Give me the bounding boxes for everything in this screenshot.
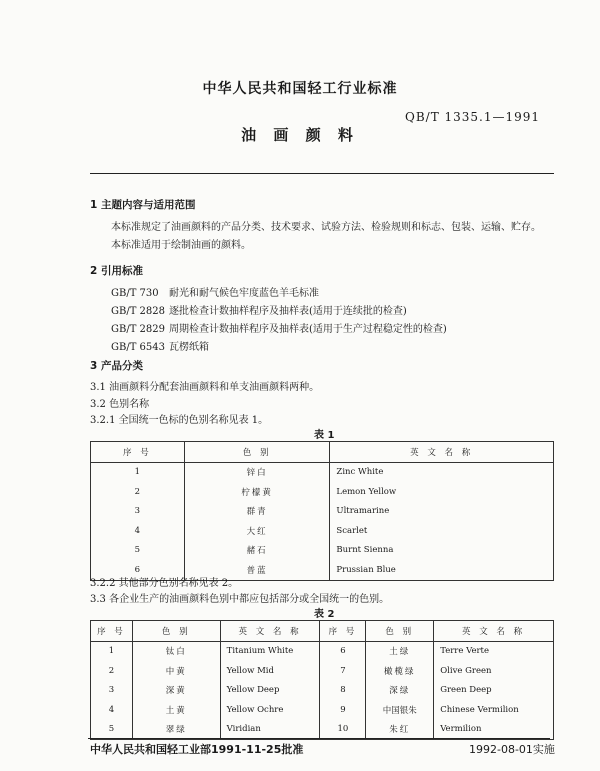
column-header: 色 别: [366, 621, 434, 642]
table-cell: Yellow Mid: [220, 661, 320, 681]
reference-title: 耐光和耐气候色牢度蓝色羊毛标准: [169, 288, 319, 299]
table-cell: Prussian Blue: [330, 560, 554, 580]
table-cell: 赭石: [184, 541, 330, 561]
table-2: [90, 620, 554, 740]
table-cell: Terre Verte: [434, 641, 554, 661]
table-row: [91, 681, 554, 701]
header-divider: [90, 173, 554, 174]
table-cell: Green Deep: [434, 681, 554, 701]
reference-code: GB/T 6543: [111, 342, 166, 353]
table-1: [90, 441, 554, 581]
table-cell: 4: [91, 700, 133, 720]
table-cell: 3: [91, 681, 133, 701]
table-header-row: [91, 442, 554, 463]
section-1-heading: 1 主题内容与适用范围: [90, 199, 196, 211]
table-cell: 深绿: [366, 681, 434, 701]
table-header-row: [91, 621, 554, 642]
table-row: [91, 700, 554, 720]
reference-code: GB/T 2828: [111, 306, 166, 317]
table-cell: 9: [320, 700, 366, 720]
table-cell: 2: [91, 482, 185, 502]
table-row: [91, 661, 554, 681]
section-1-text-2: 本标准适用于绘制油画的颜料。: [111, 240, 251, 251]
column-header: 英 文 名 称: [330, 442, 554, 463]
approval-note: 中华人民共和国轻工业部1991-11-25批准: [90, 743, 304, 756]
table-cell: Yellow Ochre: [220, 700, 320, 720]
table-cell: 土绿: [366, 641, 434, 661]
section-3-heading: 3 产品分类: [90, 360, 143, 372]
column-header: 英 文 名 称: [220, 621, 320, 642]
column-header: 色 别: [132, 621, 220, 642]
column-header: 序 号: [91, 442, 185, 463]
table-cell: Burnt Sienna: [330, 541, 554, 561]
table-cell: 钛白: [132, 641, 220, 661]
table-cell: Olive Green: [434, 661, 554, 681]
table-cell: 4: [91, 521, 185, 541]
table-cell: Yellow Deep: [220, 681, 320, 701]
table-row: [91, 462, 554, 482]
table-cell: 5: [91, 720, 133, 740]
table-cell: 柠檬黄: [184, 482, 330, 502]
table-cell: 5: [91, 541, 185, 561]
section-2-heading: 2 引用标准: [90, 265, 143, 277]
table-cell: 深黄: [132, 681, 220, 701]
reference-item: [111, 320, 447, 335]
reference-item: [111, 338, 209, 353]
table-cell: 群青: [184, 502, 330, 522]
table-row: [91, 502, 554, 522]
table-cell: Vermilion: [434, 720, 554, 740]
standard-code: QB/T 1335.1—1991: [405, 110, 541, 124]
table-cell: Titanium White: [220, 641, 320, 661]
table-cell: 7: [320, 661, 366, 681]
column-header: 序 号: [91, 621, 133, 642]
table-cell: 土黄: [132, 700, 220, 720]
table-cell: 中国银朱: [366, 700, 434, 720]
table-cell: 2: [91, 661, 133, 681]
table-row: [91, 720, 554, 740]
effective-date: 1992-08-01实施: [469, 743, 555, 756]
table-1-caption: 表 1: [314, 430, 335, 441]
table-cell: 6: [91, 560, 185, 580]
table-2-caption: 表 2: [314, 609, 335, 620]
table-cell: 朱红: [366, 720, 434, 740]
table-row: [91, 482, 554, 502]
table-cell: Scarlet: [330, 521, 554, 541]
table-cell: 普蓝: [184, 560, 330, 580]
clause-3-2-2: 3.2.2 其他部分色别名称见表 2。: [90, 578, 239, 589]
clause-3-2: 3.2 色别名称: [90, 399, 150, 410]
clause-3-1: 3.1 油画颜料分配套油画颜料和单支油画颜料两种。: [90, 382, 320, 393]
issuing-body-title: 中华人民共和国轻工行业标准: [202, 81, 398, 97]
table-row: [91, 641, 554, 661]
table-cell: 橄榄绿: [366, 661, 434, 681]
table-cell: 1: [91, 641, 133, 661]
table-cell: 翠绿: [132, 720, 220, 740]
clause-3-2-1: 3.2.1 全国统一色标的色别名称见表 1。: [90, 415, 269, 426]
table-cell: Zinc White: [330, 462, 554, 482]
reference-title: 周期检查计数抽样程序及抽样表(适用于生产过程稳定性的检查): [169, 324, 447, 335]
table-cell: 8: [320, 681, 366, 701]
table-cell: 中黄: [132, 661, 220, 681]
reference-title: 瓦楞纸箱: [169, 342, 209, 353]
footer-divider: [88, 738, 550, 739]
table-cell: Viridian: [220, 720, 320, 740]
reference-code: GB/T 2829: [111, 324, 166, 335]
table-cell: 3: [91, 502, 185, 522]
reference-item: [111, 284, 319, 299]
column-header: 色 别: [184, 442, 330, 463]
table-cell: Chinese Vermilion: [434, 700, 554, 720]
document-title: 油 画 颜 料: [241, 126, 359, 144]
column-header: 序 号: [320, 621, 366, 642]
reference-code: GB/T 730: [111, 288, 159, 299]
reference-item: [111, 302, 407, 317]
section-1-text-1: 本标准规定了油画颜料的产品分类、技术要求、试验方法、检验规则和标志、包装、运输、贮存。: [111, 222, 541, 233]
table-cell: 10: [320, 720, 366, 740]
table-cell: 锌白: [184, 462, 330, 482]
table-cell: 大红: [184, 521, 330, 541]
table-cell: Ultramarine: [330, 502, 554, 522]
table-cell: 6: [320, 641, 366, 661]
reference-title: 逐批检查计数抽样程序及抽样表(适用于连续批的检查): [169, 306, 407, 317]
table-cell: Lemon Yellow: [330, 482, 554, 502]
clause-3-3: 3.3 各企业生产的油画颜料色别中都应包括部分或全国统一的色别。: [90, 594, 390, 605]
column-header: 英 文 名 称: [434, 621, 554, 642]
table-cell: 1: [91, 462, 185, 482]
table-row: [91, 541, 554, 561]
table-row: [91, 521, 554, 541]
